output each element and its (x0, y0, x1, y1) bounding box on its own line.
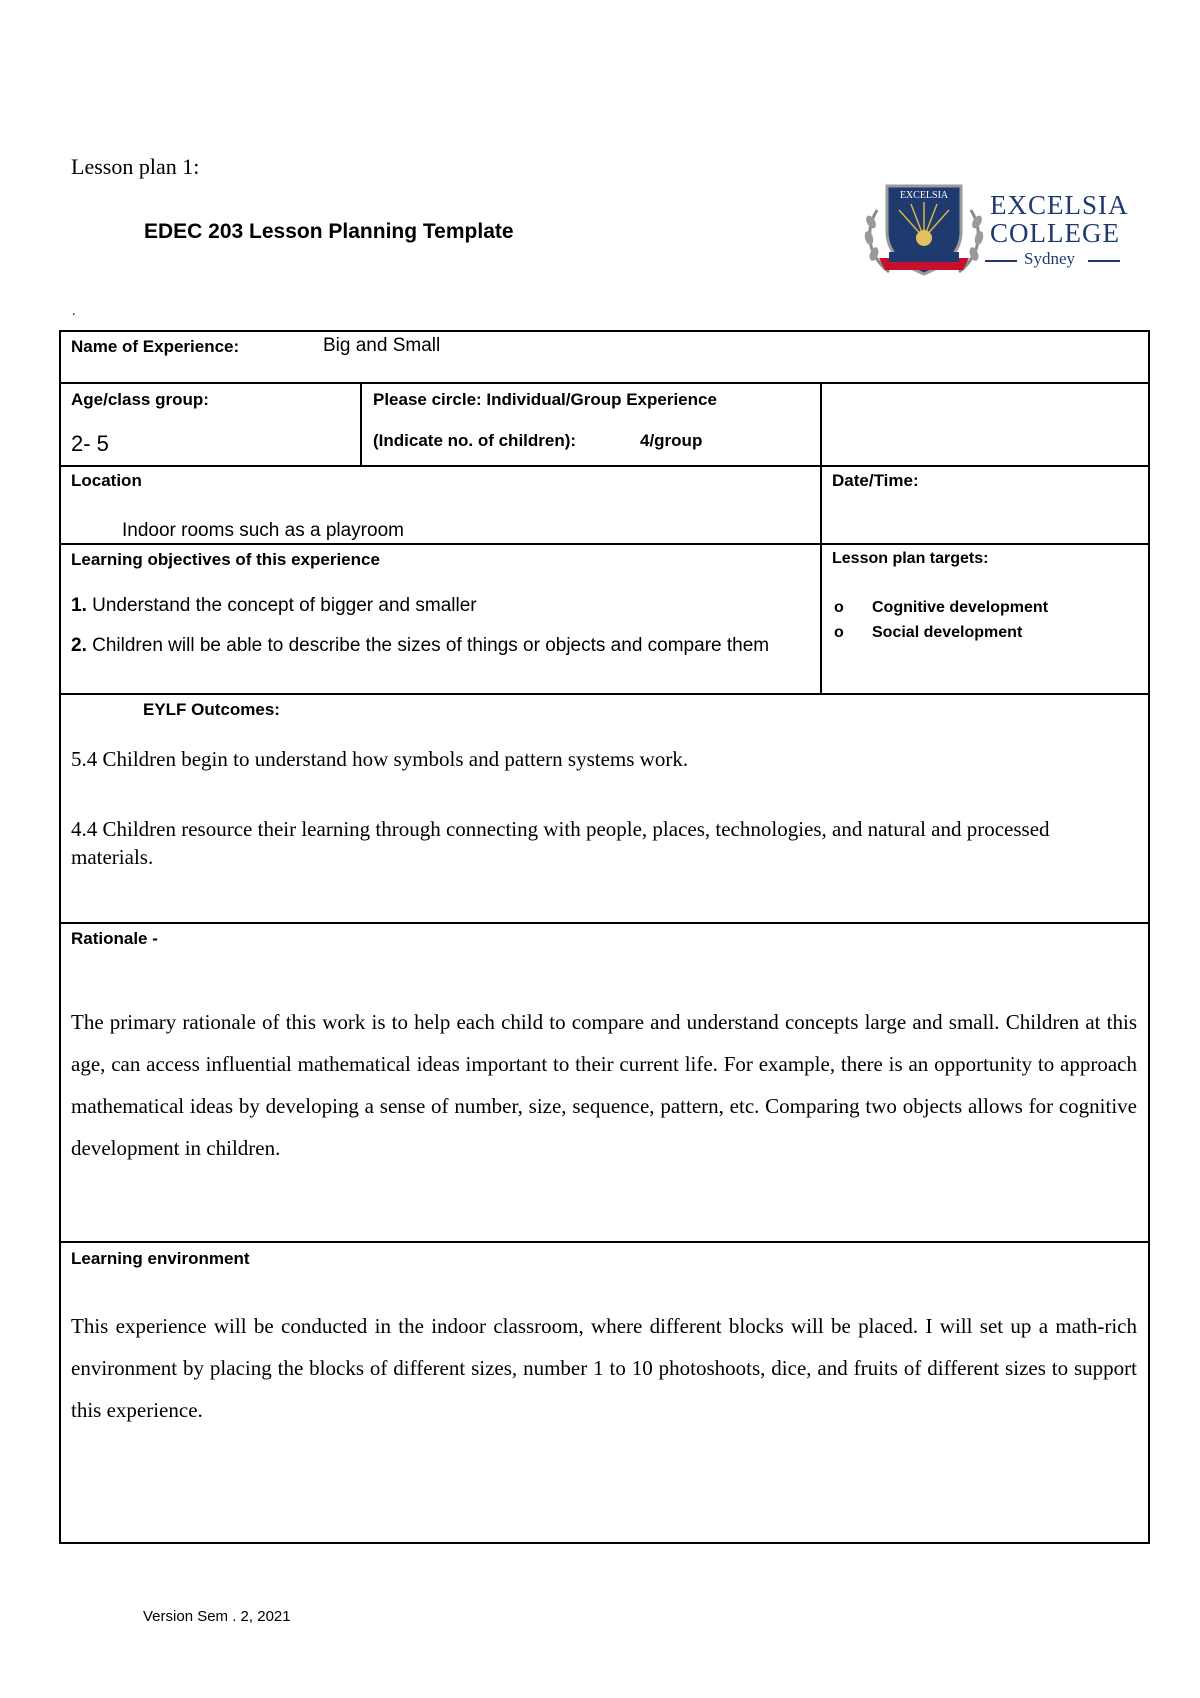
row-divider (59, 1241, 1150, 1243)
crest-text: EXCELSIA (899, 190, 949, 201)
logo-line-3: Sydney (1024, 249, 1075, 268)
eylf-item: 4.4 Children resource their learning through connecting with people, places, technologies, and natural and processed materials. (71, 817, 1050, 869)
row-divider (59, 922, 1150, 924)
list-item (834, 620, 1048, 645)
bullet-icon: o (834, 624, 844, 641)
target-text: Social development (872, 624, 1023, 641)
objective-text: Understand the concept of bigger and smaller (86, 595, 477, 616)
list-item (834, 595, 1048, 620)
location-label: Location (71, 471, 142, 490)
logo-line-1: EXCELSIA (990, 190, 1129, 220)
logo-line-2: COLLEGE (990, 218, 1120, 248)
stray-dot: . (72, 304, 76, 319)
bullet-icon: o (834, 599, 844, 616)
environment-text: This experience will be conducted in the indoor classroom, where different blocks will be placed. I will set up a math-rich environment by placing the blocks of different sizes, number 1 to 10 photoshoots, dice, and fruits of different sizes to support this experience. (71, 1314, 1137, 1422)
logo-rule-left (985, 260, 1017, 262)
children-count-label: (Indicate no. of children): (373, 431, 577, 450)
rationale-text: The primary rationale of this work is to help each child to compare and understand concepts large and small. Children at this age, can access influential mathematical ideas important to their current life. For example, there is an opportunity to approach mathematical ideas by developing a sense of number, size, sequence, pattern, etc. Comparing two objects allows for cognitive development in children. (71, 1010, 1137, 1160)
date-time-label: Date/Time: (832, 471, 919, 490)
circle-label: Please circle: Individual/Group Experience (373, 390, 717, 409)
objective-item (71, 626, 771, 666)
logo-line-3-wrap (985, 249, 1120, 271)
experience-label: Name of Experience: (71, 337, 240, 356)
objective-num: 1. (71, 595, 87, 616)
location-value: Indoor rooms such as a playroom (122, 520, 404, 541)
logo-rule-right (1088, 260, 1120, 262)
row-divider (59, 465, 1150, 467)
col-divider (820, 382, 822, 694)
children-count-value: 4/group (640, 431, 703, 450)
rationale-label: Rationale - (71, 929, 158, 948)
col-divider (360, 382, 362, 467)
targets-label: Lesson plan targets: (832, 550, 989, 567)
objective-text: Children will be able to describe the sizes of things or objects and compare them (86, 635, 770, 656)
objectives-label: Learning objectives of this experience (71, 550, 380, 569)
version-footer: Version Sem . 2, 2021 (143, 1608, 291, 1625)
targets-list (834, 595, 1048, 645)
page-title: EDEC 203 Lesson Planning Template (144, 220, 514, 243)
eylf-label: EYLF Outcomes: (143, 700, 280, 719)
lesson-plan-number: Lesson plan 1: (71, 154, 200, 179)
eylf-item: 5.4 Children begin to understand how symbols and pattern systems work. (71, 747, 689, 771)
objective-num: 2. (71, 635, 87, 656)
target-text: Cognitive development (872, 599, 1049, 616)
experience-value: Big and Small (323, 335, 441, 356)
row-divider (59, 543, 1150, 545)
age-group-value: 2- 5 (71, 431, 109, 456)
environment-label: Learning environment (71, 1249, 250, 1268)
objective-item (71, 586, 811, 626)
row-divider (59, 382, 1150, 384)
row-divider (59, 693, 1150, 695)
age-group-label: Age/class group: (71, 390, 209, 409)
